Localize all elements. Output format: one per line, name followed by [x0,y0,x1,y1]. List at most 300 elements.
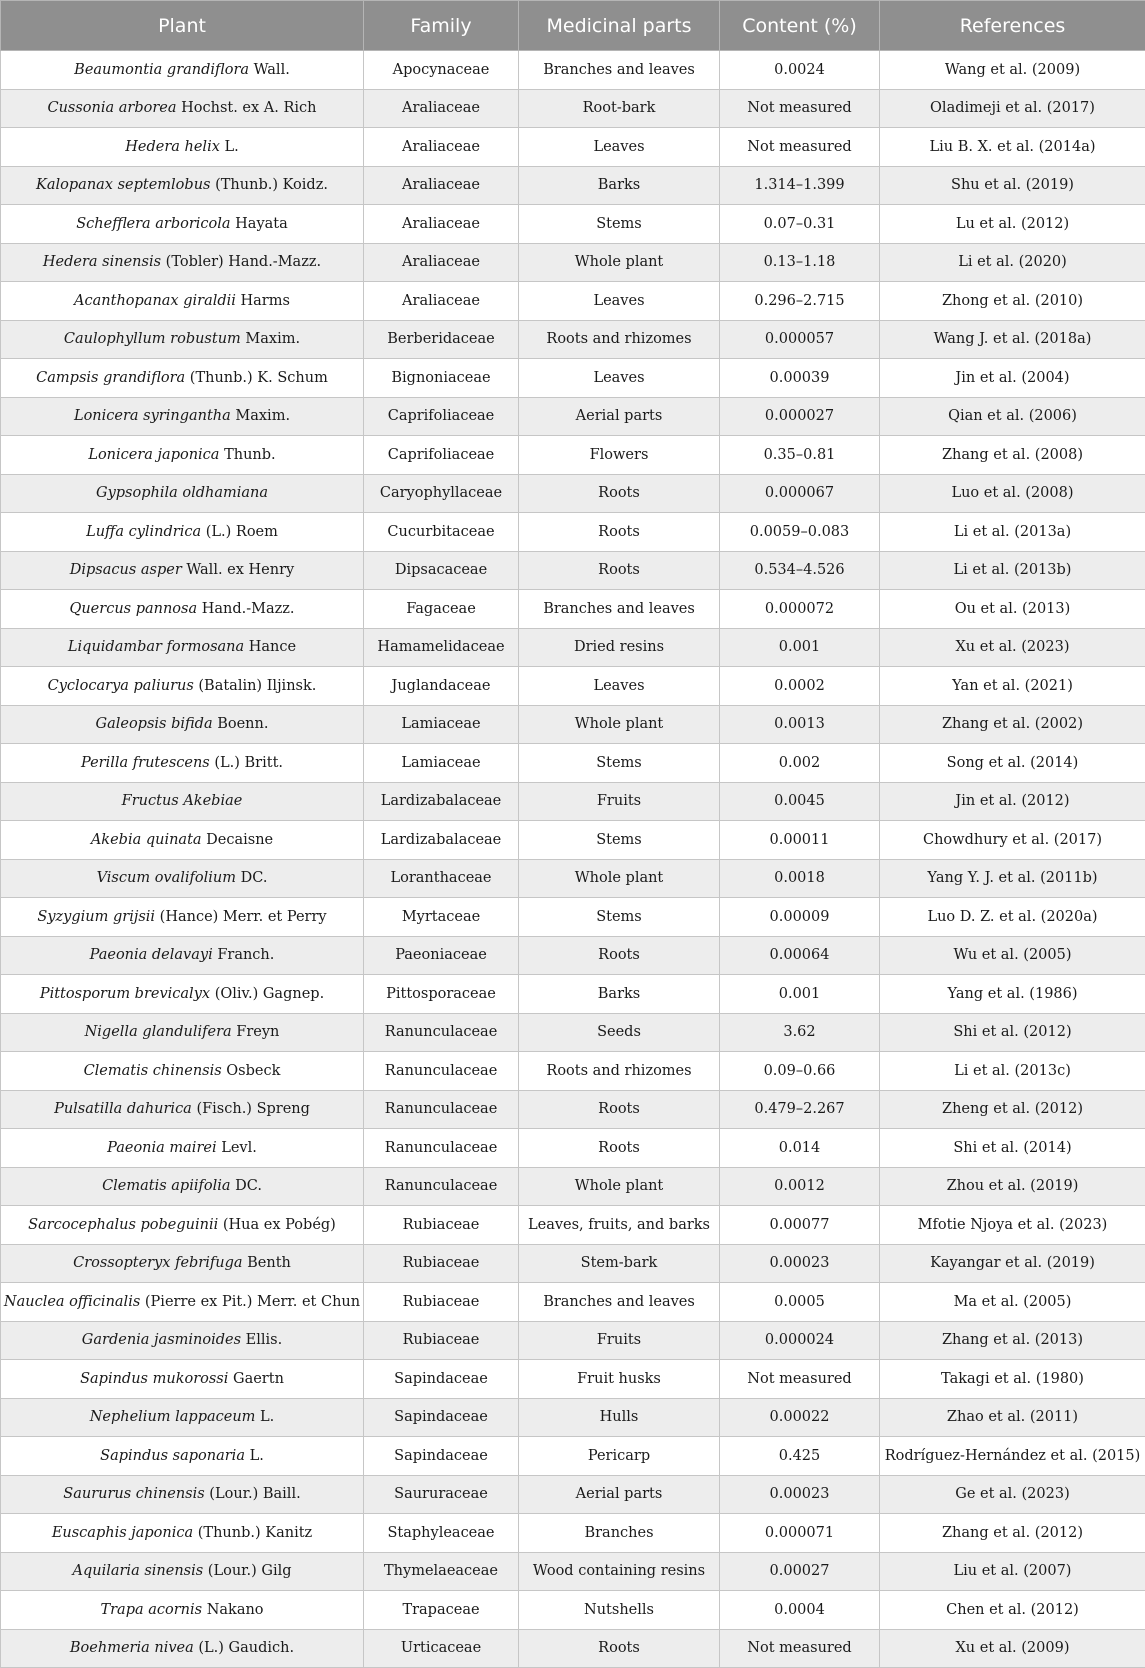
species-name: Sarcocephalus pobeguinii [28,1217,218,1233]
species-authority: Thunb. [224,447,276,463]
plant-cell [1,1629,364,1668]
table-row [1,936,1145,975]
medicinal-parts-cell: Fruits [519,782,720,821]
table-row [1,1167,1145,1206]
medicinal-parts-cell: Leaves, fruits, and barks [519,1206,720,1245]
species-authority: Franch. [217,947,274,963]
medicinal-parts-cell: Aerial parts [519,397,720,436]
species-name: Akebia quinata [91,832,202,848]
content-cell: Not measured [720,128,880,167]
plant-cell [1,513,364,552]
family-cell: Loranthaceae [364,859,519,898]
table-row [1,1629,1145,1668]
reference-cell: Rodríguez-Hernández et al. (2015) [880,1437,1145,1476]
species-name: Sapindus saponaria [100,1448,245,1464]
species-authority: (L.) Roem [206,524,278,540]
family-cell: Caprifoliaceae [364,397,519,436]
plant-cell [1,166,364,205]
reference-cell: Li et al. (2013a) [880,513,1145,552]
plant-cell [1,1090,364,1129]
family-cell: Rubiaceae [364,1321,519,1360]
reference-cell: Chowdhury et al. (2017) [880,821,1145,860]
species-name: Acanthopanax giraldii [74,293,236,309]
species-name: Saururus chinensis [63,1486,204,1502]
content-cell: 0.0005 [720,1283,880,1322]
reference-cell: Zheng et al. (2012) [880,1090,1145,1129]
family-cell: Sapindaceae [364,1398,519,1437]
content-cell: 0.0004 [720,1591,880,1630]
reference-cell: Oladimeji et al. (2017) [880,89,1145,128]
plant-cell [1,1206,364,1245]
family-cell: Paeoniaceae [364,936,519,975]
species-name: Nigella glandulifera [85,1024,232,1040]
species-name: Paeonia mairei [107,1140,216,1156]
species-name: Nephelium lappaceum [90,1409,256,1425]
reference-cell: Ou et al. (2013) [880,590,1145,629]
species-authority: Hance [249,639,296,655]
table-row [1,1437,1145,1476]
species-authority: (Oliv.) Gagnep. [215,986,325,1002]
table-row [1,166,1145,205]
content-cell: 0.00027 [720,1552,880,1591]
species-authority: (Tobler) Hand.-Mazz. [166,254,321,270]
species-name: Liquidambar formosana [68,639,244,655]
medicinal-parts-cell: Root-bark [519,89,720,128]
family-cell: Rubiaceae [364,1283,519,1322]
reference-cell: Zhao et al. (2011) [880,1398,1145,1437]
species-name: Hedera sinensis [43,254,161,270]
table-row [1,590,1145,629]
family-cell: Araliaceae [364,166,519,205]
family-cell: Lamiaceae [364,744,519,783]
content-cell: 0.13–1.18 [720,243,880,282]
medicinal-parts-cell: Roots [519,513,720,552]
family-cell: Sapindaceae [364,1360,519,1399]
family-cell: Juglandaceae [364,667,519,706]
content-cell: 0.534–4.526 [720,551,880,590]
species-authority: (L.) Gaudich. [198,1640,294,1656]
plant-cell [1,282,364,321]
header-references: References [880,1,1145,51]
table-row [1,1360,1145,1399]
species-name: Trapa acornis [100,1602,202,1618]
header-plant: Plant [1,1,364,51]
table-row [1,359,1145,398]
table-row [1,282,1145,321]
plant-cell [1,243,364,282]
table-row [1,551,1145,590]
reference-cell: Shu et al. (2019) [880,166,1145,205]
content-cell: 0.07–0.31 [720,205,880,244]
species-name: Lonicera syringantha [74,408,231,424]
reference-cell: Jin et al. (2004) [880,359,1145,398]
species-authority: (L.) Britt. [214,755,283,771]
table-row [1,513,1145,552]
plant-cell [1,859,364,898]
medicinal-parts-cell: Branches and leaves [519,1283,720,1322]
species-authority: Maxim. [235,408,290,424]
header-medicinal-parts: Medicinal parts [519,1,720,51]
content-cell: 0.0024 [720,51,880,90]
medicinal-parts-cell: Wood containing resins [519,1552,720,1591]
medicinal-parts-cell: Flowers [519,436,720,475]
plant-cell [1,89,364,128]
species-authority: Boenn. [217,716,268,732]
plant-cell [1,821,364,860]
family-cell: Araliaceae [364,205,519,244]
content-cell: 0.00039 [720,359,880,398]
plant-cell [1,1475,364,1514]
reference-cell: Liu et al. (2007) [880,1552,1145,1591]
reference-cell: Ma et al. (2005) [880,1283,1145,1322]
reference-cell: Lu et al. (2012) [880,205,1145,244]
family-cell: Pittosporaceae [364,975,519,1014]
reference-cell: Takagi et al. (1980) [880,1360,1145,1399]
species-name: Crossopteryx febrifuga [73,1255,242,1271]
plant-cell [1,975,364,1014]
reference-cell: Mfotie Njoya et al. (2023) [880,1206,1145,1245]
medicinal-parts-cell: Hulls [519,1398,720,1437]
medicinal-parts-cell: Pericarp [519,1437,720,1476]
content-cell: 0.296–2.715 [720,282,880,321]
family-cell: Ranunculaceae [364,1090,519,1129]
table-row [1,1514,1145,1553]
family-cell: Araliaceae [364,282,519,321]
reference-cell: Liu B. X. et al. (2014a) [880,128,1145,167]
reference-cell: Zhong et al. (2010) [880,282,1145,321]
plant-cell [1,1283,364,1322]
species-authority: Gaertn [233,1371,284,1387]
species-name: Schefflera arboricola [76,216,230,232]
table-row [1,205,1145,244]
species-name: Cyclocarya paliurus [48,678,194,694]
table-row [1,1129,1145,1168]
species-name: Gardenia jasminoides [82,1332,241,1348]
reference-cell: Yang et al. (1986) [880,975,1145,1014]
reference-cell: Li et al. (2020) [880,243,1145,282]
family-cell: Rubiaceae [364,1244,519,1283]
content-cell: 0.002 [720,744,880,783]
species-name: Hedera helix [125,139,220,155]
medicinal-parts-cell: Roots [519,1090,720,1129]
medicinal-parts-cell: Seeds [519,1013,720,1052]
plant-cell [1,1552,364,1591]
species-name: Dipsacus asper [70,562,182,578]
table-row [1,243,1145,282]
species-name: Aquilaria sinensis [72,1563,203,1579]
plant-cell [1,667,364,706]
species-authority: Hand.-Mazz. [202,601,295,617]
table-row [1,782,1145,821]
family-cell: Lardizabalaceae [364,821,519,860]
family-cell: Bignoniaceae [364,359,519,398]
reference-cell: Song et al. (2014) [880,744,1145,783]
plant-cell [1,1013,364,1052]
table-row [1,1052,1145,1091]
table-row [1,1591,1145,1630]
content-cell: 0.0018 [720,859,880,898]
content-cell: 0.0059–0.083 [720,513,880,552]
family-cell: Urticaceae [364,1629,519,1668]
species-authority: Nakano [207,1602,264,1618]
species-authority: Benth [247,1255,291,1271]
species-authority: Levl. [221,1140,257,1156]
content-cell: 0.000071 [720,1514,880,1553]
species-authority: Hayata [235,216,288,232]
table-row [1,744,1145,783]
plant-cell [1,705,364,744]
species-name: Pittosporum brevicalyx [40,986,210,1002]
species-authority: (Fisch.) Spreng [196,1101,309,1117]
content-cell: 0.00077 [720,1206,880,1245]
medicinal-parts-cell: Fruit husks [519,1360,720,1399]
reference-cell: Luo D. Z. et al. (2020a) [880,898,1145,937]
medicinal-parts-cell: Roots [519,1629,720,1668]
medicinal-parts-cell: Branches [519,1514,720,1553]
table-row [1,859,1145,898]
plant-cell [1,1360,364,1399]
medicinal-parts-cell: Branches and leaves [519,51,720,90]
plant-cell [1,782,364,821]
species-name: Luffa cylindrica [86,524,201,540]
medicinal-parts-cell: Stems [519,744,720,783]
plant-cell [1,551,364,590]
plant-cell [1,898,364,937]
medicinal-parts-cell: Roots [519,1129,720,1168]
content-cell: Not measured [720,89,880,128]
reference-cell: Zhang et al. (2002) [880,705,1145,744]
plant-cell [1,359,364,398]
content-cell: 0.000072 [720,590,880,629]
table-row [1,1206,1145,1245]
species-name: Pulsatilla dahurica [54,1101,192,1117]
species-authority: (Lour.) Gilg [208,1563,292,1579]
plant-cell [1,1129,364,1168]
content-cell: Not measured [720,1629,880,1668]
table-row [1,1398,1145,1437]
plant-cell [1,936,364,975]
content-cell: 0.014 [720,1129,880,1168]
reference-cell: Zhang et al. (2013) [880,1321,1145,1360]
reference-cell: Wu et al. (2005) [880,936,1145,975]
table-row [1,1321,1145,1360]
table-row [1,436,1145,475]
species-name: Kalopanax septemlobus [36,177,210,193]
reference-cell: Wang et al. (2009) [880,51,1145,90]
plant-cell [1,1321,364,1360]
table-row [1,705,1145,744]
content-cell: 0.0012 [720,1167,880,1206]
family-cell: Araliaceae [364,243,519,282]
content-cell: 0.00064 [720,936,880,975]
species-authority: (Pierre ex Pit.) Merr. et Chun [145,1294,360,1310]
family-cell: Hamamelidaceae [364,628,519,667]
content-cell: 0.001 [720,628,880,667]
species-authority: (Hance) Merr. et Perry [160,909,327,925]
species-authority: Decaisne [206,832,273,848]
reference-cell: Chen et al. (2012) [880,1591,1145,1630]
medicinal-parts-cell: Whole plant [519,1167,720,1206]
species-authority: DC. [241,870,268,886]
plant-cell [1,1514,364,1553]
plant-cell [1,744,364,783]
plant-cell [1,1167,364,1206]
family-cell: Ranunculaceae [364,1129,519,1168]
family-cell: Araliaceae [364,89,519,128]
medicinal-parts-cell: Whole plant [519,243,720,282]
species-name: Galeopsis bifida [96,716,213,732]
family-cell: Dipsacaceae [364,551,519,590]
table-row [1,1552,1145,1591]
plant-cell [1,397,364,436]
reference-cell: Shi et al. (2014) [880,1129,1145,1168]
family-cell: Apocynaceae [364,51,519,90]
medicinal-parts-cell: Nutshells [519,1591,720,1630]
plant-cell [1,628,364,667]
content-cell: 0.00009 [720,898,880,937]
family-cell: Caryophyllaceae [364,474,519,513]
species-name: Campsis grandiflora [36,370,185,386]
family-cell: Araliaceae [364,128,519,167]
medicinal-parts-cell: Roots [519,936,720,975]
table-row [1,1090,1145,1129]
table-row [1,51,1145,90]
species-name: Gypsophila oldhamiana [96,485,268,501]
plant-cell [1,51,364,90]
species-name: Perilla frutescens [81,755,210,771]
table-row [1,89,1145,128]
table-row [1,821,1145,860]
plant-cell [1,1398,364,1437]
medicinal-parts-cell: Roots and rhizomes [519,1052,720,1091]
family-cell: Ranunculaceae [364,1167,519,1206]
content-cell: 0.000027 [720,397,880,436]
species-authority: L. [225,139,239,155]
species-authority: (Batalin) Iljinsk. [198,678,316,694]
family-cell: Staphyleaceae [364,1514,519,1553]
family-cell: Berberidaceae [364,320,519,359]
medicinal-parts-cell: Leaves [519,128,720,167]
medicinal-parts-cell: Roots and rhizomes [519,320,720,359]
species-authority: (Hua ex Pobég) [223,1217,336,1233]
table-row [1,1013,1145,1052]
reference-cell: Qian et al. (2006) [880,397,1145,436]
family-cell: Thymelaeaceae [364,1552,519,1591]
reference-cell: Xu et al. (2023) [880,628,1145,667]
species-authority: (Thunb.) K. Schum [190,370,328,386]
reference-cell: Jin et al. (2012) [880,782,1145,821]
species-name: Euscaphis japonica [52,1525,193,1541]
species-authority: (Thunb.) Koidz. [215,177,328,193]
species-authority: L. [260,1409,274,1425]
species-name: Beaumontia grandiflora [74,62,249,78]
reference-cell: Zhang et al. (2012) [880,1514,1145,1553]
plant-cell [1,590,364,629]
reference-cell: Zhou et al. (2019) [880,1167,1145,1206]
plant-cell [1,320,364,359]
species-name: Cussonia arborea [47,100,176,116]
species-authority: Osbeck [226,1063,280,1079]
species-authority: Freyn [236,1024,279,1040]
plant-cell [1,474,364,513]
plant-cell [1,205,364,244]
medicinal-parts-cell: Roots [519,551,720,590]
table-row [1,975,1145,1014]
content-cell: 0.0045 [720,782,880,821]
medicinal-parts-cell: Dried resins [519,628,720,667]
plant-cell [1,1591,364,1630]
header-family: Family [364,1,519,51]
species-authority: (Lour.) Baill. [209,1486,300,1502]
species-name: Clematis apiifolia [102,1178,230,1194]
content-cell: 0.001 [720,975,880,1014]
medicinal-parts-cell: Stem-bark [519,1244,720,1283]
medicinal-parts-cell: Fruits [519,1321,720,1360]
content-cell: 0.000067 [720,474,880,513]
content-cell: 0.0002 [720,667,880,706]
medicinal-parts-cell: Branches and leaves [519,590,720,629]
species-name: Nauclea officinalis [4,1294,140,1310]
table-row [1,474,1145,513]
reference-cell: Ge et al. (2023) [880,1475,1145,1514]
species-name: Syzygium grijsii [37,909,155,925]
reference-cell: Luo et al. (2008) [880,474,1145,513]
content-cell: 0.00023 [720,1475,880,1514]
table-row [1,128,1145,167]
medicinal-parts-cell: Whole plant [519,705,720,744]
species-authority: Maxim. [245,331,300,347]
table-row [1,1475,1145,1514]
family-cell: Ranunculaceae [364,1013,519,1052]
reference-cell: Xu et al. (2009) [880,1629,1145,1668]
medicinal-parts-cell: Leaves [519,282,720,321]
family-cell: Myrtaceae [364,898,519,937]
species-name: Caulophyllum robustum [64,331,241,347]
species-name: Clematis chinensis [84,1063,222,1079]
reference-cell: Zhang et al. (2008) [880,436,1145,475]
species-name: Fructus Akebiae [122,793,243,809]
content-cell: 0.479–2.267 [720,1090,880,1129]
species-authority: L. [250,1448,264,1464]
medicinal-parts-cell: Barks [519,975,720,1014]
species-name: Lonicera japonica [88,447,219,463]
family-cell: Saururaceae [364,1475,519,1514]
content-cell: 0.35–0.81 [720,436,880,475]
species-authority: DC. [235,1178,262,1194]
plant-cell [1,1052,364,1091]
medicinal-parts-cell: Leaves [519,667,720,706]
family-cell: Sapindaceae [364,1437,519,1476]
plant-cell [1,1244,364,1283]
reference-cell: Yang Y. J. et al. (2011b) [880,859,1145,898]
content-cell: Not measured [720,1360,880,1399]
medicinal-parts-cell: Stems [519,205,720,244]
content-cell: 0.000057 [720,320,880,359]
content-cell: 0.00022 [720,1398,880,1437]
medicinal-parts-cell: Aerial parts [519,1475,720,1514]
content-cell: 0.000024 [720,1321,880,1360]
species-name: Sapindus mukorossi [80,1371,228,1387]
species-authority: Harms [241,293,290,309]
species-name: Viscum ovalifolium [97,870,236,886]
species-authority: Wall. [254,62,290,78]
species-name: Paeonia delavayi [90,947,213,963]
reference-cell: Li et al. (2013b) [880,551,1145,590]
content-cell: 1.314–1.399 [720,166,880,205]
family-cell: Lardizabalaceae [364,782,519,821]
family-cell: Lamiaceae [364,705,519,744]
table-row [1,1283,1145,1322]
